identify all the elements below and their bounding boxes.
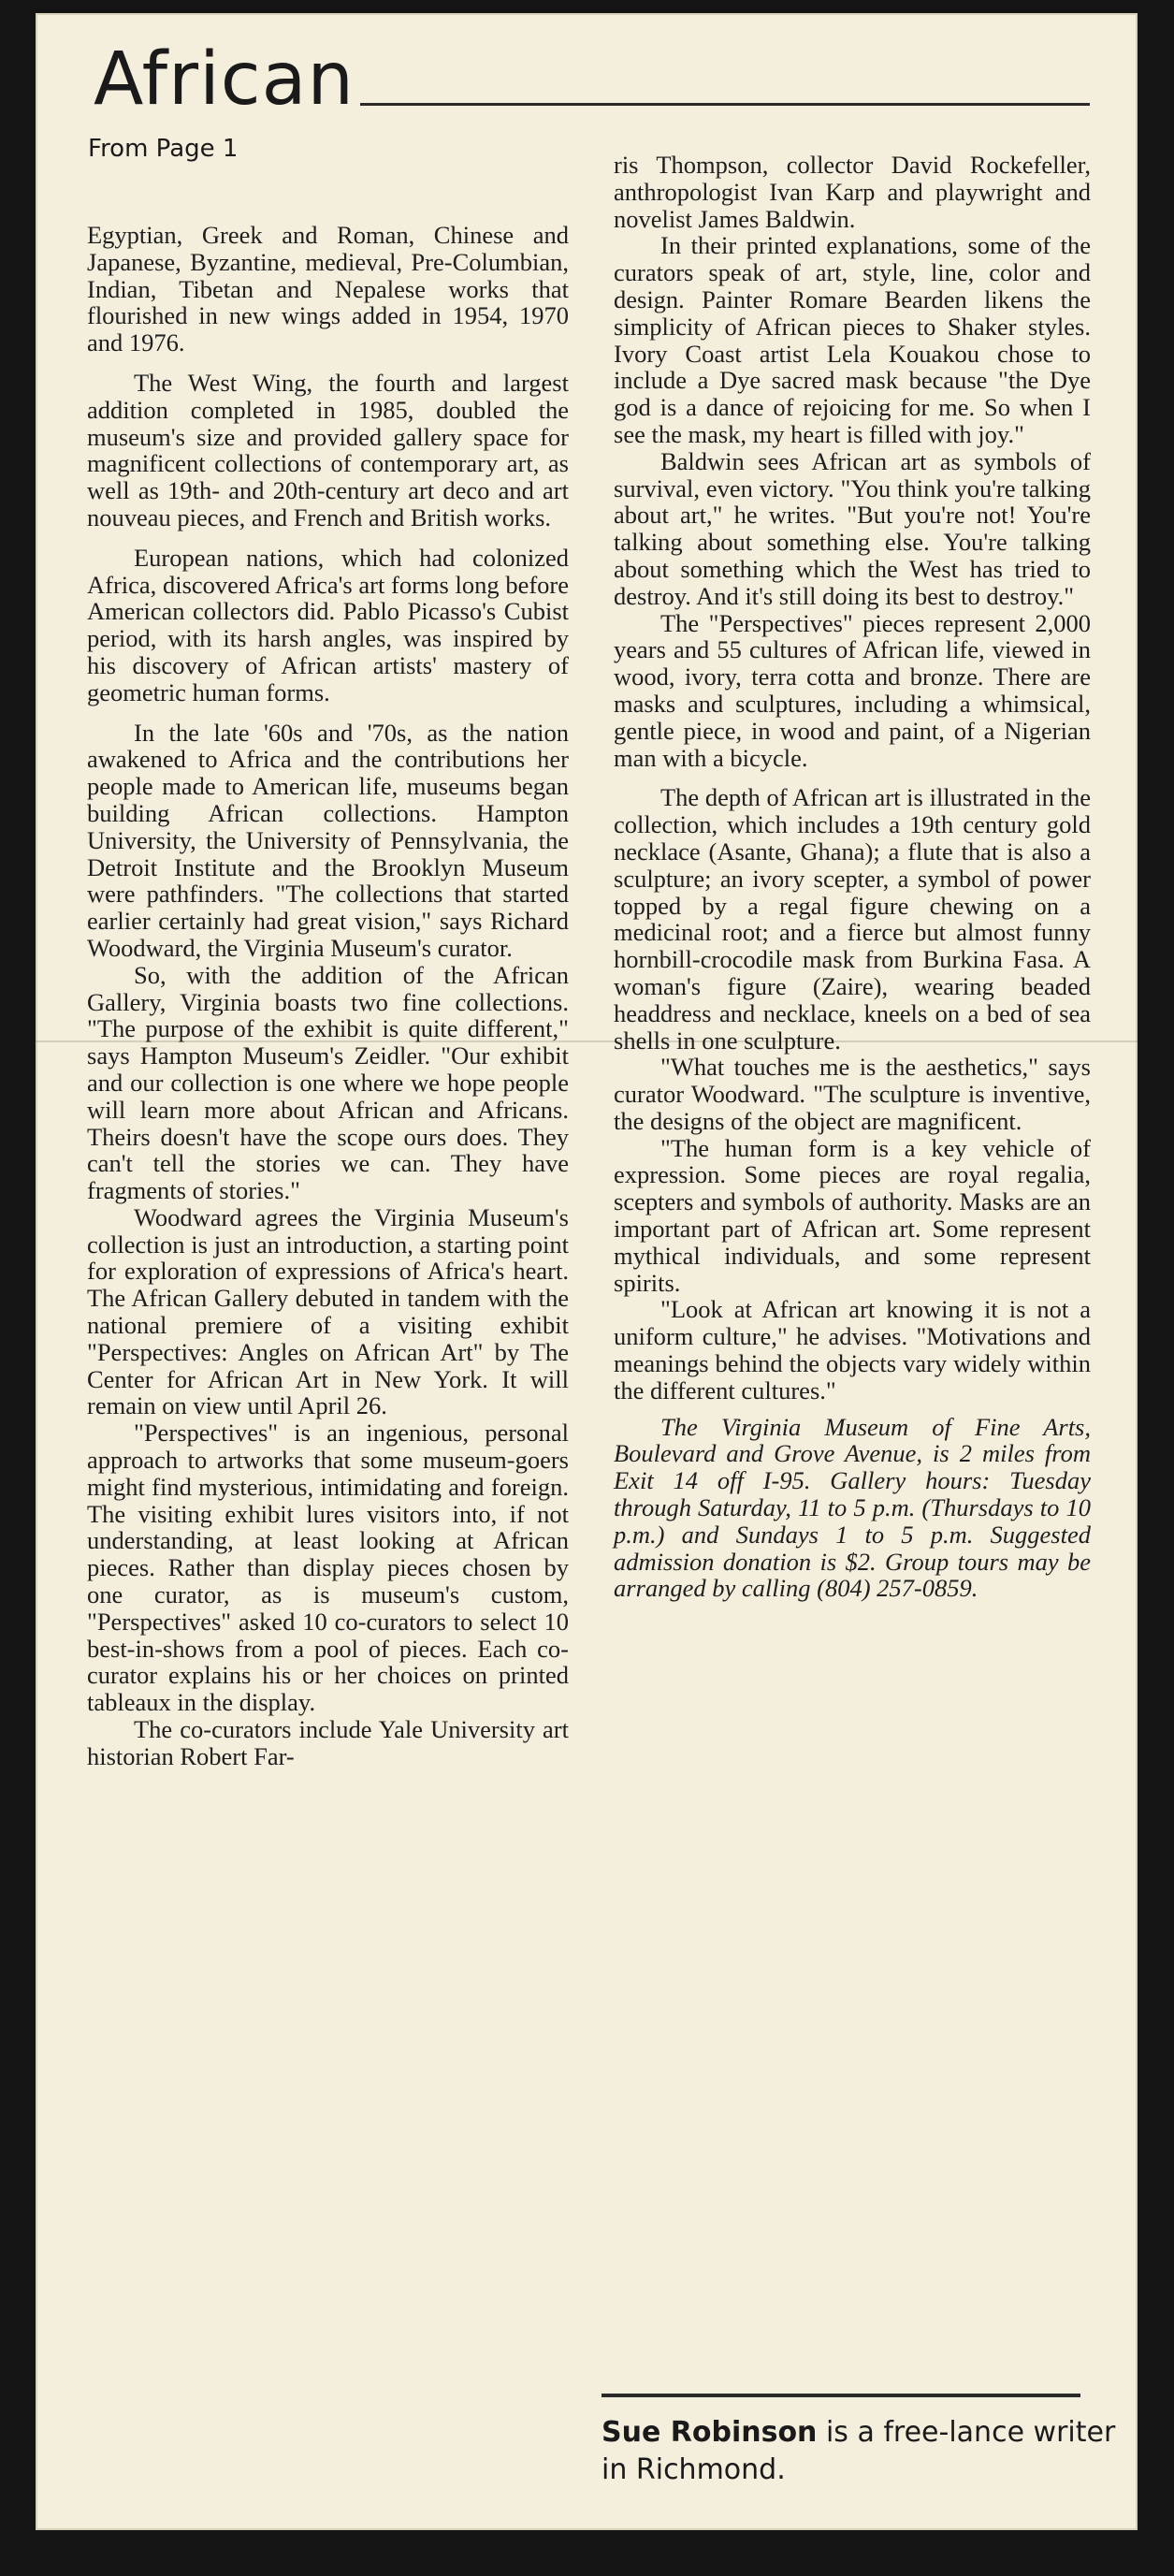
- paragraph: The "Perspectives" pieces represent 2,000 years and 55 cultures of African life, viewed in wood, ivory, terra cotta and bronze. There are masks and sculptures, including a whimsical, gentle piece, in wood and paint, of a Nigerian man with a bicycle.: [614, 608, 1091, 772]
- right-column: [614, 152, 1091, 1602]
- paragraph: The West Wing, the fourth and largest addition completed in 1985, doubled the museum's size and provided gallery space for magnificent collections of contemporary art, as well as 19th- and 20th-century art deco and art nouveau pieces, and French and British works.: [87, 368, 569, 531]
- paragraph: "Perspectives" is an ingenious, personal approach to artworks that some museum-goers might find mysterious, intimidating and foreign. The visiting exhibit lures visitors into, if not understanding, at least looking at African pieces. Rather than display pieces chosen by one curator, as is museum's custom, "Perspectives" asked 10 co-curators to select 10 best-in-shows from a pool of pieces. Each co-curator explains his or her choices on printed tableaux in the display.: [87, 1419, 569, 1717]
- headline-rule: [360, 103, 1090, 106]
- jump-line: From Page 1: [88, 135, 239, 163]
- headline: African: [94, 37, 355, 122]
- paragraph: Egyptian, Greek and Roman, Chinese and Japanese, Byzantine, medieval, Pre-Columbian, Indian, Tibetan and Nepalese works that flourished in new wings added in 1954, 1970 and 1976.: [87, 221, 569, 357]
- paragraph: "Look at African art knowing it is not a uniform culture," he advises. "Motivations and meanings behind the objects vary widely within the different cultures.": [614, 1295, 1091, 1404]
- paragraph: "What touches me is the aesthetics," says curator Woodward. "The sculpture is inventive, the designs of the object are magnificent.: [614, 1053, 1091, 1135]
- paragraph: Woodward agrees the Virginia Museum's collection is just an introduction, a starting point for exploration of expressions of Africa's heart. The African Gallery debuted in tandem with the national premiere of a visiting exhibit "Perspectives: Angles on African Art" by The Center for African Art in New York. It will remain on view until April 26.: [87, 1202, 569, 1420]
- paragraph: In the late '60s and '70s, as the nation awakened to Africa and the contributions her people made to American life, museums began building African collections. Hampton University, the University of Pennsylvania, the Detroit Institute and the Brooklyn Museum were pathfinders. "The collections that started earlier certainly had great vision," says Richard Woodward, the Virginia Museum's curator.: [87, 718, 569, 962]
- author-name: Sue Robinson: [601, 2416, 818, 2449]
- byline-rule: [601, 2394, 1080, 2397]
- museum-info: The Virginia Museum of Fine Arts, Boulevard and Grove Avenue, is 2 miles from Exit 14 off I-95. Gallery hours: Tuesday through Saturday, 11 to 5 p.m. (Thursdays to 10 p.m.) and Sundays 1 to 5 p.m. Suggested admission donation is $2. Group tours may be arranged by calling (804) 257-0859.: [614, 1412, 1091, 1603]
- byline: [601, 2414, 1125, 2489]
- paragraph: So, with the addition of the African Gallery, Virginia boasts two fine collections. "The purpose of the exhibit is quite different," says Hampton Museum's Zeidler. "Our exhibit and our collection is one where we hope people will learn more about African and Africans. Theirs doesn't have the scope ours does. They can't tell the stories we can. They have fragments of stories.": [87, 960, 569, 1205]
- paragraph: "The human form is a key vehicle of expression. Some pieces are royal regalia, scepters and symbols of authority. Masks are an important part of African art. Some represent mythical individuals, and some represent spirits.: [614, 1133, 1091, 1297]
- paragraph: In their printed explanations, some of the curators speak of art, style, line, color and design. Painter Romare Bearden likens the simplicity of African pieces to Shaker styles. Ivory Coast artist Lela Kouakou chose to include a Dye sacred mask because "the Dye god is a dance of rejoicing for me. So when I see the mask, my heart is filled with joy.": [614, 231, 1091, 448]
- paragraph: European nations, which had colonized Africa, discovered Africa's art forms long before American collectors did. Pablo Picasso's Cubist period, with its harsh angles, was inspired by his discovery of African artists' mastery of geometric human forms.: [87, 543, 569, 706]
- author-description: is a free-lance writer in Richmond.: [601, 2416, 1116, 2486]
- paragraph: The depth of African art is illustrated in the collection, which includes a 19th century gold necklace (Asante, Ghana); a flute that is also a sculpture; an ivory scepter, a symbol of power topped by a regal figure chewing on a medicinal root; and a fierce but almost funny hornbill-crocodile mask from Burkina Fasa. A woman's figure (Zaire), wearing beaded headdress and necklace, kneels on a bed of sea shells in one sculpture.: [614, 783, 1091, 1055]
- left-column: [87, 222, 569, 1770]
- paragraph: The co-curators include Yale University art historian Robert Far-: [87, 1715, 569, 1770]
- paragraph: Baldwin sees African art as symbols of survival, even victory. "You think you're talking about art," he writes. "But you're not! You're talking about something else. You're talking about something which the West has tried to destroy. And it's still doing its best to destroy.": [614, 446, 1091, 610]
- paragraph: ris Thompson, collector David Rockefeller, anthropologist Ivan Karp and playwright and novelist James Baldwin.: [614, 151, 1091, 233]
